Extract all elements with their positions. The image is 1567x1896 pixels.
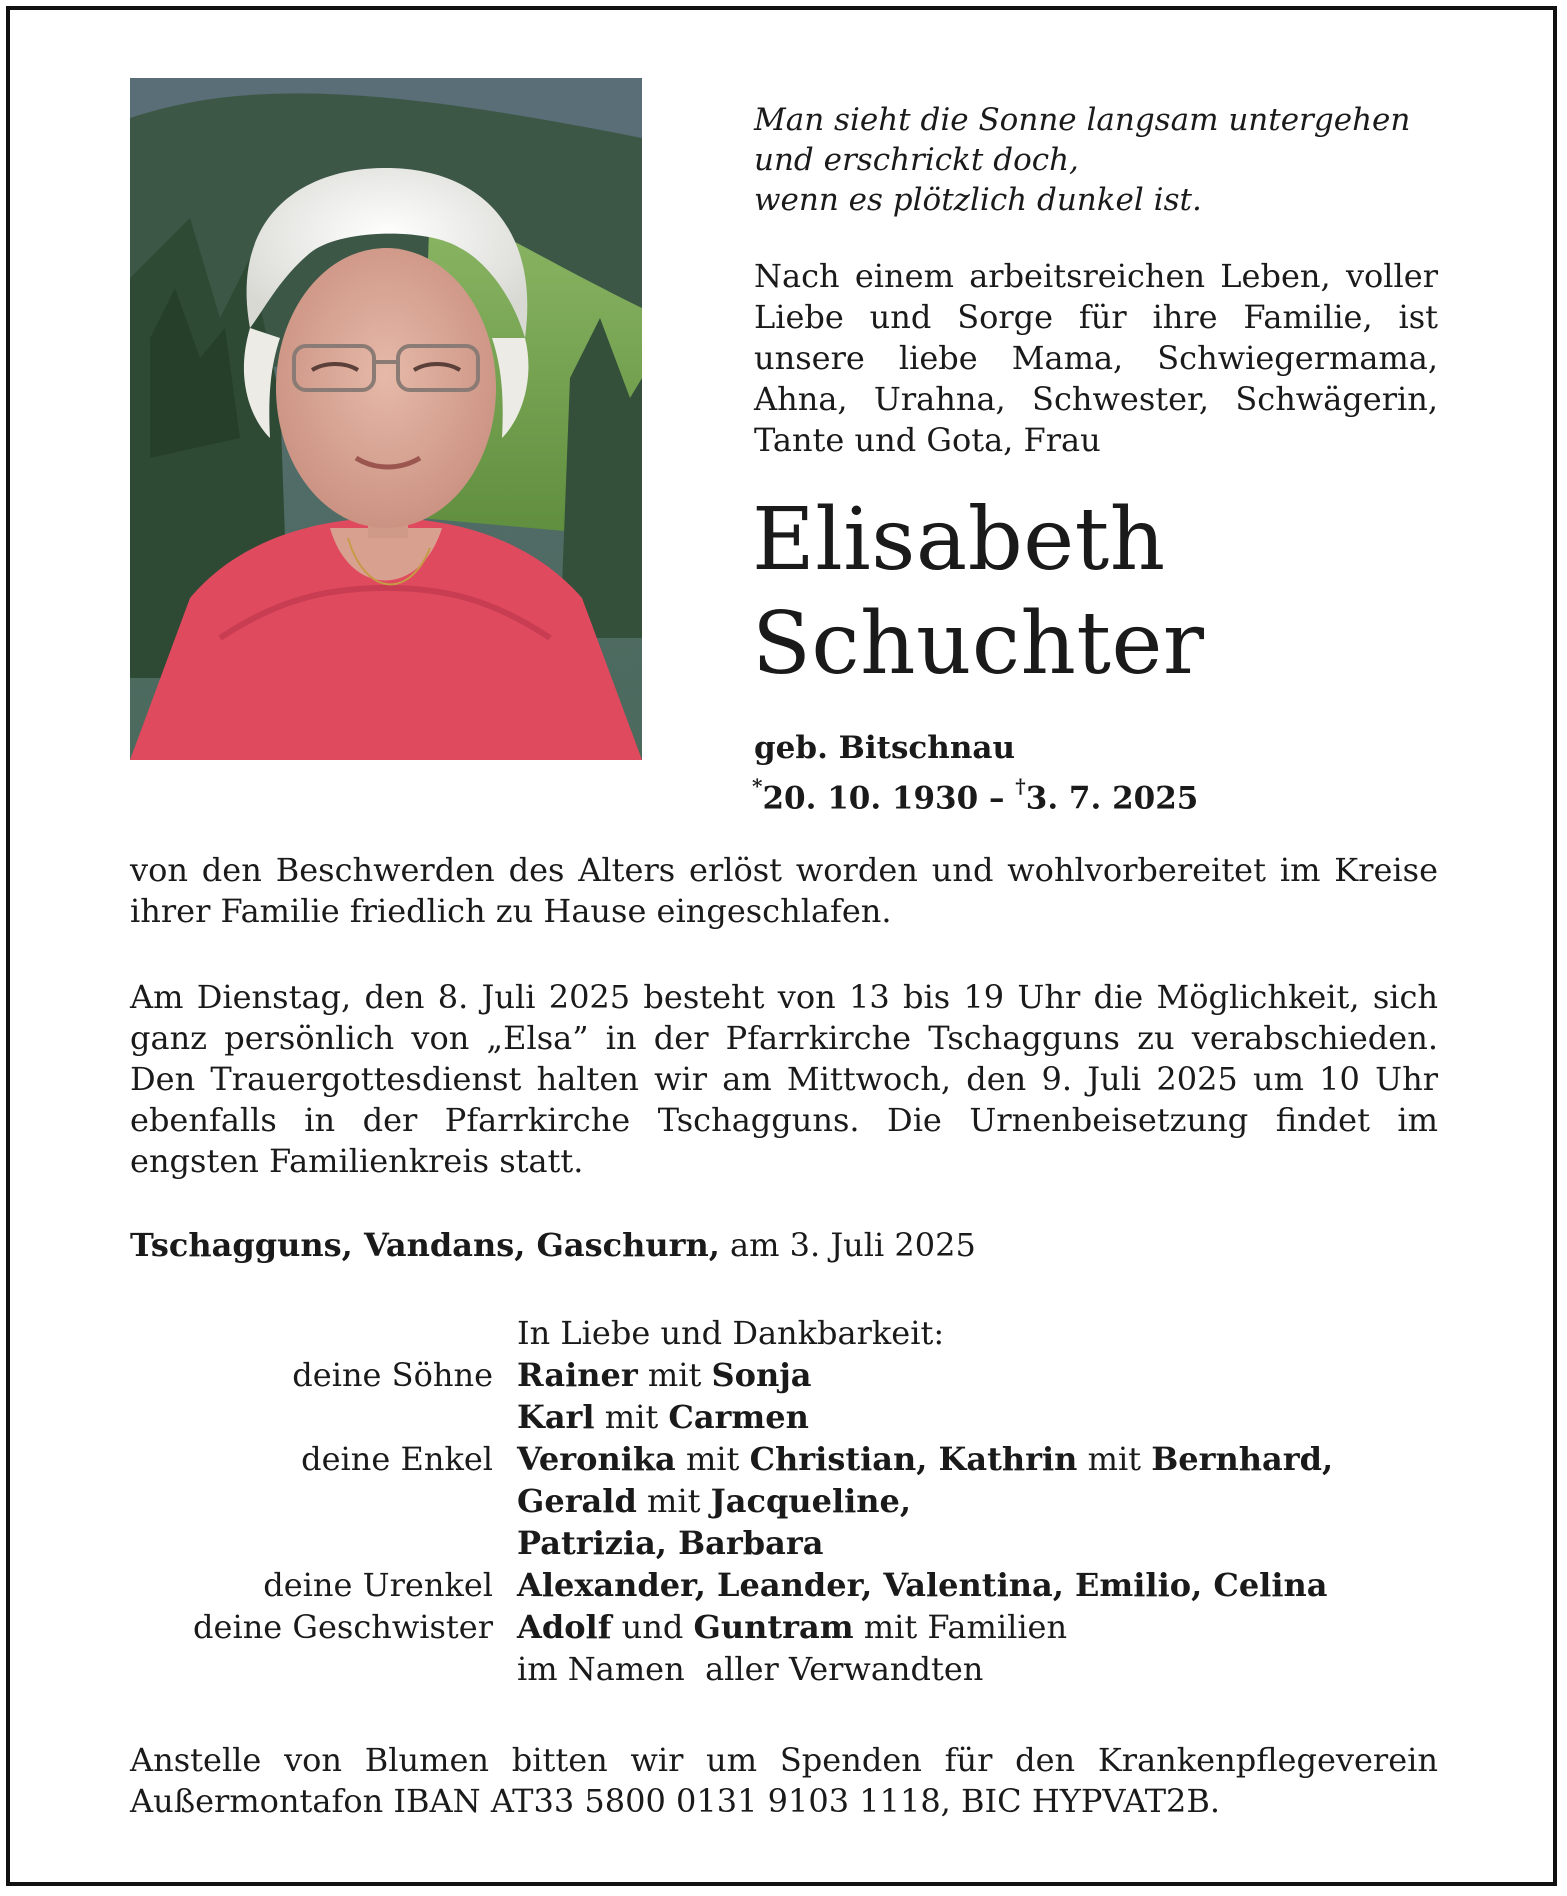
- life-dates: [752, 770, 1198, 818]
- member-name: Sonja: [711, 1356, 812, 1394]
- date-dash: –: [978, 780, 1016, 817]
- family-heading: In Liebe und Dankbarkeit:: [517, 1314, 945, 1352]
- member-name: Guntram: [693, 1608, 854, 1646]
- relation-label: deine Urenkel: [263, 1566, 493, 1604]
- quote: [754, 100, 1454, 220]
- member-name: Rainer: [517, 1356, 638, 1394]
- family-row: [130, 1606, 1440, 1648]
- birth-symbol: *: [752, 774, 763, 798]
- first-name: Elisabeth: [752, 490, 1166, 590]
- connector-text: und: [611, 1608, 694, 1646]
- birth-date: 20. 10. 1930: [762, 780, 979, 817]
- portrait-photo: [130, 78, 642, 760]
- family-row: [130, 1648, 1440, 1690]
- connector-text: mit: [637, 1356, 712, 1394]
- quote-line: und erschrickt doch,: [754, 142, 1079, 178]
- family-row: [130, 1354, 1440, 1396]
- deceased-name: [752, 488, 1204, 696]
- member-name: Carmen: [668, 1398, 809, 1436]
- death-date: 3. 7. 2025: [1025, 780, 1199, 817]
- birth-name: geb. Bitschnau: [754, 730, 1015, 766]
- connector-text: mit: [1077, 1440, 1152, 1478]
- member-name: Jacqueline,: [710, 1482, 912, 1520]
- family-row: [130, 1564, 1440, 1606]
- member-name: Adolf: [517, 1608, 612, 1646]
- family-row: [130, 1396, 1440, 1438]
- member-name: Bernhard,: [1151, 1440, 1334, 1478]
- family-row: [130, 1522, 1440, 1564]
- donation-note: Anstelle von Blumen bitten wir um Spenden für den Krankenpflegeverein Außermontafon IBAN AT33 5800 0131 9103 1118, BIC HYPVAT2B.: [130, 1741, 1438, 1820]
- member-name: Christian, Kathrin: [749, 1440, 1078, 1478]
- member-name: Alexander, Leander, Valentina, Emilio, Celina: [517, 1566, 1328, 1604]
- relation-label: deine Enkel: [301, 1440, 493, 1478]
- relation-label: deine Söhne: [292, 1356, 493, 1394]
- connector-text: mit Familien: [853, 1608, 1068, 1646]
- family-list: [130, 1312, 1440, 1690]
- death-symbol: †: [1015, 774, 1026, 798]
- family-row: [130, 1312, 1440, 1354]
- relation-label: deine Geschwister: [193, 1608, 493, 1646]
- place-date-line: [130, 1225, 1438, 1266]
- quote-line: wenn es plötzlich dunkel ist.: [754, 182, 1202, 218]
- connector-text: mit: [675, 1440, 750, 1478]
- funeral-info: Am Dienstag, den 8. Juli 2025 besteht von 13 bis 19 Uhr die Möglichkeit, sich ganz persönlich von „Elsa” in der Pfarrkirche Tschagguns zu verabschieden. Den Trauergottesdienst halten wir am Mittwoch, den 9. Juli 2025 um 10 Uhr ebenfalls in der Pfarrkirche Tschagguns. Die Urnenbeisetzung findet im engsten Familienkreis statt.: [130, 978, 1438, 1180]
- passing-text: von den Beschwerden des Alters erlöst worden und wohlvorbereitet im Kreise ihrer Familie friedlich zu Hause eingeschlafen.: [130, 851, 1438, 930]
- family-row: [130, 1480, 1440, 1522]
- quote-line: Man sieht die Sonne langsam untergehen: [754, 102, 1411, 138]
- connector-text: mit: [636, 1482, 711, 1520]
- member-name: Veronika: [517, 1440, 676, 1478]
- family-row: [130, 1438, 1440, 1480]
- member-name: Patrizia, Barbara: [517, 1524, 824, 1562]
- member-name: Gerald: [517, 1482, 637, 1520]
- places: Tschagguns, Vandans, Gaschurn,: [130, 1226, 720, 1264]
- place-date: am 3. Juli 2025: [719, 1226, 976, 1264]
- relatives-line: im Namen aller Verwandten: [517, 1650, 984, 1688]
- connector-text: mit: [594, 1398, 669, 1436]
- intro-text: Nach einem arbeitsreichen Leben, voller Liebe und Sorge für ihre Familie, ist unsere liebe Mama, Schwiegermama, Ahna, Urahna, Schwester, Schwägerin, Tante und Gota, Frau: [754, 257, 1438, 459]
- member-name: Karl: [517, 1398, 595, 1436]
- last-name: Schuchter: [752, 594, 1205, 694]
- portrait-image: [130, 78, 642, 760]
